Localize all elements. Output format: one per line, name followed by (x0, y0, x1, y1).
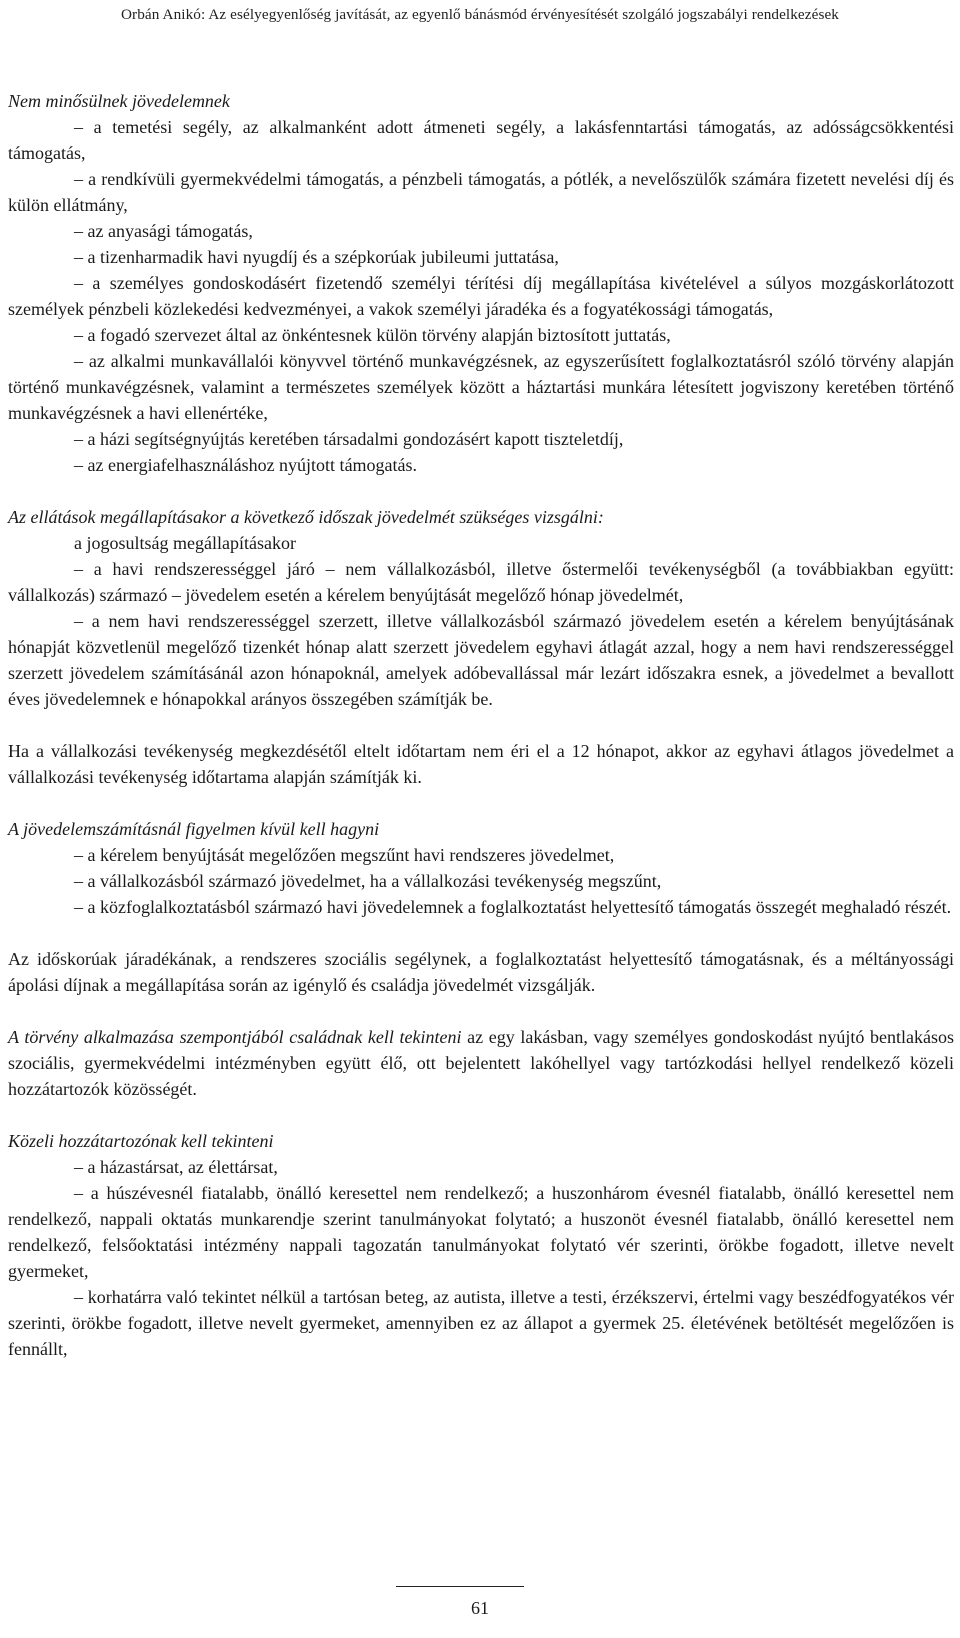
page-number: 61 (471, 1598, 489, 1618)
list-item: – korhatárra való tekintet nélkül a tartósan beteg, az autista, illetve a testi, érzékszervi, értelmi vagy beszédfogyatékos vér szerinti, örökbe fogadott, illetve nevelt gyermeket, amennyiben ez az állapot a gyermek 25. életévének betöltését megelőzően is fennállt, (8, 1287, 954, 1359)
section-heading: Közeli hozzátartozónak kell tekinteni (8, 1131, 274, 1151)
section-heading: Az ellátások megállapításakor a következő időszak jövedelmét szükséges vizsgálni: (8, 507, 604, 527)
list-item: – a kérelem benyújtását megelőzően megszűnt havi rendszeres jövedelmet, (74, 845, 615, 865)
list-item: – a házi segítségnyújtás keretében társadalmi gondozásért kapott tiszteletdíj, (74, 429, 624, 449)
list-item: – a tizenharmadik havi nyugdíj és a szépkorúak jubileumi juttatása, (74, 247, 559, 267)
section-family-definition (8, 1024, 954, 1102)
list-item: – az anyasági támogatás, (74, 221, 253, 241)
section-close-relatives (8, 1128, 954, 1362)
list-item: – a temetési segély, az alkalmanként adott átmeneti segély, a lakásfenntartási támogatás, az adósságcsökkentési támogatás, (8, 117, 954, 163)
list-item: – a havi rendszerességgel járó – nem vállalkozásból, illetve őstermelői tevékenységből (a továbbiakban együtt: vállalkozás) származó – jövedelem esetén a kérelem benyújtását megelőző hónap jövedelmét, (8, 559, 954, 605)
list-item: – a fogadó szervezet által az önkéntesnek külön törvény alapján biztosított juttatás, (74, 325, 671, 345)
list-item: – a közfoglalkoztatásból származó havi jövedelemnek a foglalkoztatást helyettesítő támogatás összegét meghaladó részét. (74, 897, 952, 917)
paragraph (8, 1024, 954, 1102)
list-item: – a húszévesnél fiatalabb, önálló keresettel nem rendelkező; a huszonhárom évesnél fiatalabb, önálló keresettel nem rendelkező, nappali oktatás munkarendje szerint tanulmányokat folytató; a huszonöt évesnél fiatalabb, önálló keresettel nem rendelkező, felsőoktatási intézmény nappali tagozatán tanulmányokat folytató vér szerinti, örökbe fogadott, illetve nevelt gyermeket, (8, 1183, 954, 1281)
list-item: – az energiafelhasználáshoz nyújtott támogatás. (74, 455, 418, 475)
paragraph: Ha a vállalkozási tevékenység megkezdésétől eltelt időtartam nem éri el a 12 hónapot, akkor az egyhavi átlagos jövedelmet a vállalkozási tevékenység időtartama alapján számítják ki. (8, 741, 954, 787)
list-item: – a nem havi rendszerességgel szerzett, illetve vállalkozásból származó jövedelem esetén a kérelem benyújtásának hónapját közvetlenül megelőző tizenkét hónap alatt szerzett jövedelem egyhavi átlagát azzal, hogy a nem havi rendszerességgel szerzett jövedelem számításánál azon hónapoknál, amelyek adóbevallással már lezárt időszakra esnek, a jövedelmet a bevallott éves jövedelemnek e hónapokkal arányos összegében számítják be. (8, 611, 954, 709)
list-item: – a rendkívüli gyermekvédelmi támogatás, a pénzbeli támogatás, a pótlék, a nevelőszülők számára fizetett nevelési díj és külön ellátmány, (8, 169, 954, 215)
list-item: – a vállalkozásból származó jövedelmet, ha a vállalkozási tevékenység megszűnt, (74, 871, 662, 891)
page-body (8, 88, 954, 1388)
section-disregarded-income (8, 816, 954, 920)
section-review-period (8, 504, 954, 712)
section-business-under-12-months (8, 738, 954, 790)
section-family-income-review (8, 946, 954, 998)
list-item: – a személyes gondoskodásért fizetendő személyi térítési díj megállapítása kivételével a súlyos mozgáskorlátozott személyek pénzbeli közlekedési kedvezményei, a vakok személyi járadéka és a fogyatékossági támogatás, (8, 273, 954, 319)
paragraph: Az időskorúak járadékának, a rendszeres szociális segélynek, a foglalkoztatást helyettesítő támogatásnak, és a méltányossági ápolási díjnak a megállapítása során az igénylő és családja jövedelmét vizsgálják. (8, 949, 954, 995)
list-item: – az alkalmi munkavállalói könyvvel történő munkavégzésnek, az egyszerűsített foglalkoztatásról szóló törvény alapján történő munkavégzésnek, valamint a természetes személyek között a háztartási munkára létesített jogviszony keretében történő munkavégzésnek a havi ellenértéke, (8, 351, 954, 423)
section-income-exclusions (8, 88, 954, 478)
paragraph-text: az egy lakásban, vagy személyes gondoskodást nyújtó bentlakásos szociális, gyermekvédelmi intézményben együtt élő, ott bejelentett lakóhellyel vagy tartózkodási hellyel rendelkező közeli hozzátartozók közösségét. (8, 1027, 954, 1099)
running-header: Orbán Anikó: Az esélyegyenlőség javítását, az egyenlő bánásmód érvényesítését szolgáló jogszabályi rendelkezések (120, 6, 840, 23)
footer-rule (396, 1586, 524, 1587)
section-heading: Nem minősülnek jövedelemnek (8, 91, 230, 111)
section-heading: A jövedelemszámításnál figyelmen kívül kell hagyni (8, 819, 380, 839)
emphasis-lead: A törvény alkalmazása szempontjából családnak kell tekinteni (8, 1027, 462, 1047)
section-intro: a jogosultság megállapításakor (74, 533, 296, 553)
list-item: – a házastársat, az élettársat, (74, 1157, 278, 1177)
